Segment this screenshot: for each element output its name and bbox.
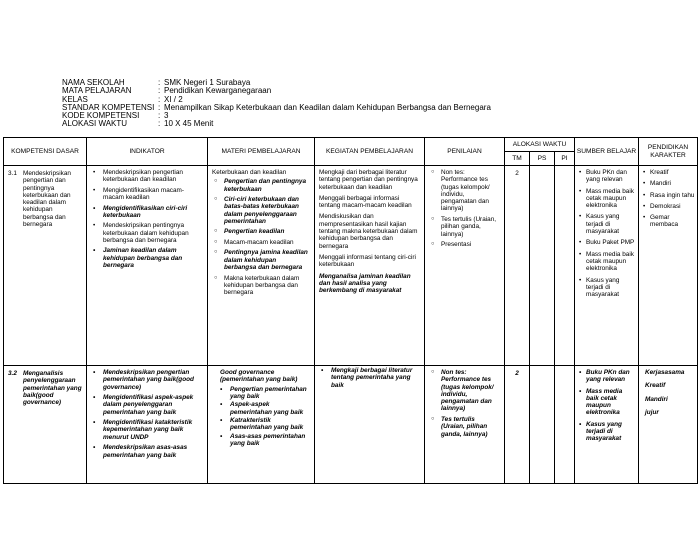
list-item: • Buku PKn dan yang relevan [579, 369, 635, 384]
kegiatan-item: Menggali informasi tentang ciri-ciri keterbukaan [319, 253, 416, 269]
header-row: MATA PELAJARAN : Pendidikan Kewarganegaraan [62, 86, 272, 96]
karakter-cell [639, 166, 698, 366]
kegiatan-item: Mendiskusikan dan mempresentasikan hasil kajian tentang makna keterbukaan dalam kehidupan berbangsa dan bernegara [319, 213, 418, 250]
list-item: • Kasus yang terjadi di masyarakat [579, 421, 635, 443]
list-item: • Buku Paket PMP [579, 239, 635, 246]
pi-cell [555, 366, 575, 484]
header-row: KODE KOMPETENSI : 3 [62, 111, 169, 121]
col-materi: MATERI PEMBELAJARAN [208, 138, 315, 166]
list-item: Mandiri [645, 395, 668, 403]
list-item: • Mengidentifikasikan macam-macam keadilan [93, 187, 203, 202]
col-pendidikan-karakter: PENDIDIKAN KARAKTER [639, 138, 698, 166]
list-item: • Gemar membaca [643, 214, 695, 229]
materi-title: Keterbukaan dan keadilan [212, 169, 287, 176]
ps-cell [530, 366, 555, 484]
table-row [4, 366, 698, 484]
list-item: • Asas-asas pemerintahan yang baik [220, 433, 310, 448]
list-item: • Rasa ingin tahu [643, 192, 695, 199]
tm-cell: 2 [505, 166, 530, 366]
col-alokasi-waktu: ALOKASI WAKTU [505, 138, 575, 152]
list-item: Kerjasasama [645, 369, 685, 376]
materi-cell [208, 166, 315, 366]
list-item: • Kasus yang terjadi di masyarakat [579, 277, 635, 299]
list-item: • Mengidentifikasi aspek-aspek dalam penyelenggaran pemerintahan yang baik [93, 394, 203, 416]
penilaian-cell [425, 166, 505, 366]
indikator-cell [87, 166, 208, 366]
list-item: ○ Pengertian dan pentingnya keterbukaan [214, 178, 310, 193]
kd-cell [4, 366, 87, 484]
kd-number: 3.1 [8, 170, 17, 177]
tm-cell: 2 [505, 366, 530, 484]
list-item: ○ Non tes: Performance tes (tugas kelompok/ individu, pengamatan dan lainnya) [431, 369, 500, 413]
list-item: ○ Makna keterbukaan dalam kehidupan berbangsa dan bernegara [214, 275, 310, 297]
col-penilaian: PENILAIAN [425, 138, 505, 166]
kegiatan-cell [315, 366, 425, 484]
list-item: ○ Pengertian keadilan [214, 228, 310, 235]
sumber-cell [575, 166, 639, 366]
list-item: • Buku PKn dan yang relevan [579, 169, 635, 184]
list-item: • Mandiri [643, 180, 695, 187]
list-item: • Kreatif [643, 169, 695, 176]
syllabus-table [3, 137, 698, 484]
list-item: ○ Presentasi [431, 241, 500, 248]
col-tm: TM [505, 152, 530, 166]
karakter-cell [639, 366, 698, 484]
list-item: • Mendeskripsikan pengertian pemerintahan yang baik(good governance) [93, 369, 203, 391]
list-item: • Mengkaji berbagai literatur tentang pemerintaha yang baik [321, 367, 420, 389]
list-item: • Mengidentifikasi katakteristik kepemerintahan yang baik menurut UNDP [93, 419, 203, 441]
list-item: ○ Ciri-ciri keterbukaan dan batas-batas keterbukaan dalam penyelenggaraan pemerintahan [214, 196, 310, 225]
list-item: jujur [645, 408, 659, 416]
list-item: Kreatif [645, 382, 666, 390]
header-row: STANDAR KOMPETENSI : Menampilkan Sikap Keterbukaan dan Keadilan dalam Kehidupan Berbangsa dan Bernegara [62, 102, 491, 112]
kd-number: 3.2 [8, 370, 17, 377]
list-item: • Mass media baik cetak maupun elektronika [579, 188, 635, 210]
list-item: • Mass media baik cetak maupun elektronika [579, 251, 635, 273]
document-header [62, 79, 491, 129]
kd-cell [4, 166, 87, 366]
kegiatan-item: Menggali berbagai informasi tentang macam-macam keadilan [319, 194, 412, 210]
kd-text: Mendeskripsikan pengertian dan pentingnya keterbukaan dan keadilan dalam kehidupan berbangsa dan bernegara [23, 170, 71, 229]
list-item: • Mendeskripsikan asas-asas pemerintahan yang baik [93, 444, 203, 459]
kegiatan-item: Menganalisa jaminan keadilan dan hasil analisa yang berkembang di masyarakat [319, 272, 411, 295]
list-item: • Mendeskripsikan pentingnya keterbukaan dalam kehidupan berbangsa dan bernegara [93, 222, 203, 244]
col-ps: PS [530, 152, 555, 166]
header-row: NAMA SEKOLAH : SMK Negeri 1 Surabaya [62, 78, 251, 87]
list-item: • Mendeskripsikan pengertian keterbukaan dan keadilan [93, 169, 203, 184]
penilaian-cell [425, 366, 505, 484]
col-indikator: INDIKATOR [87, 138, 208, 166]
list-item: ○ Macam-macam keadilan [214, 239, 310, 246]
ps-cell [530, 166, 555, 366]
pi-cell [555, 166, 575, 366]
list-item: • Jaminan keadilan dalam kehidupan berbangsa dan bernegara [93, 247, 203, 269]
list-item: • Aspek-aspek pemerintahan yang baik [220, 401, 310, 416]
col-pi: PI [555, 152, 575, 166]
col-kompetensi-dasar: KOMPETENSI DASAR [4, 138, 87, 166]
list-item: • Demokrasi [643, 203, 695, 210]
sumber-cell [575, 366, 639, 484]
list-item: • Katrakteristik pemerintahan yang baik [220, 417, 310, 432]
list-item: ○ Tes tertulis (Uraian, pilihan ganda, lainnya) [431, 416, 500, 438]
list-item: ○ Non tes: Performance tes (tugas kelompok/ individu, pengamatan dan lainnya) [431, 169, 500, 213]
list-item: ○ Tes tertulis (Uraian, pilihan ganda, lainnya) [431, 216, 500, 238]
col-sumber-belajar: SUMBER BELAJAR [575, 138, 639, 166]
materi-title: Good governance (pemerintahan yang baik) [220, 369, 298, 384]
kegiatan-item: Mengkaji dari berbagai literatur tentang pengertian dan pentingnya keterbukaan dan keadilan [319, 169, 418, 191]
kegiatan-cell [315, 166, 425, 366]
list-item: ○ Pentingnya jamina keadilan dalam kehidupan berbangsa dan bernegara [214, 249, 310, 271]
list-item: • Pengertian pemerintahan yang baik [220, 386, 310, 401]
header-row: ALOKASI WAKTU : 10 X 45 Menit [62, 119, 214, 129]
table-row [4, 166, 698, 366]
materi-cell [208, 366, 315, 484]
indikator-cell [87, 366, 208, 484]
list-item: • Mengidentifikasikan ciri-ciri keterbukaan [93, 205, 203, 220]
list-item: • Kasus yang terjadi di masyarakat [579, 213, 635, 235]
kd-text: Menganalisis penyelenggaraan pemerintahan yang baik(good governance) [23, 370, 82, 407]
col-kegiatan: KEGIATAN PEMBELAJARAN [315, 138, 425, 166]
list-item: • Mass media baik cetak maupun elektronika [579, 388, 635, 417]
header-row: KELAS : XI / 2 [62, 94, 183, 104]
